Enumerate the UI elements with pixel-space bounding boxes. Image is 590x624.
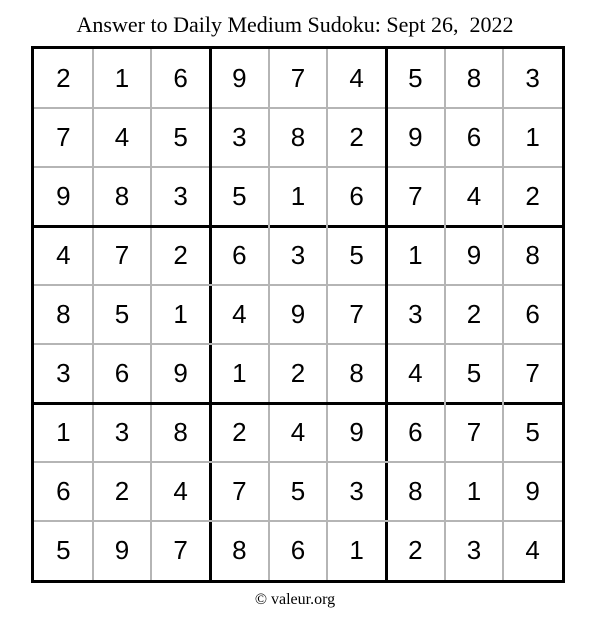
sudoku-cell: 6 (232, 240, 247, 270)
sudoku-cell: 2 (114, 476, 130, 506)
sudoku-cell: 5 (349, 240, 364, 270)
sudoku-cell: 7 (290, 63, 306, 93)
sudoku-cell: 9 (56, 181, 71, 211)
cell-divider-horizontal (34, 107, 562, 109)
sudoku-cell: 7 (232, 476, 247, 506)
sudoku-cell: 4 (525, 535, 540, 565)
cell-divider-vertical (502, 49, 504, 580)
sudoku-cell: 9 (232, 63, 247, 93)
page-title: Answer to Daily Medium Sudoku: Sept 26, 2022 (76, 12, 514, 37)
sudoku-cell: 7 (173, 535, 188, 565)
cell-divider-vertical (268, 49, 270, 580)
sudoku-cell: 1 (408, 240, 423, 270)
sudoku-cell: 8 (466, 63, 482, 93)
sudoku-cell: 3 (232, 122, 247, 152)
cell-divider-vertical (150, 49, 152, 580)
sudoku-cell: 6 (290, 535, 306, 565)
sudoku-cell: 7 (525, 358, 540, 388)
sudoku-cell: 9 (349, 417, 364, 447)
cell-divider-vertical (326, 49, 328, 580)
sudoku-cell: 8 (173, 417, 188, 447)
cell-divider-horizontal (34, 343, 562, 345)
sudoku-cell: 4 (114, 122, 130, 152)
sudoku-cell: 7 (466, 417, 482, 447)
sudoku-grid (31, 46, 565, 583)
sudoku-cell: 3 (56, 358, 71, 388)
sudoku-cell: 4 (56, 240, 71, 270)
sudoku-cell: 6 (349, 181, 364, 211)
sudoku-cell: 2 (408, 535, 423, 565)
sudoku-cell: 6 (408, 417, 423, 447)
sudoku-cell: 2 (290, 358, 306, 388)
sudoku-cell: 3 (408, 299, 423, 329)
sudoku-cell: 8 (525, 240, 540, 270)
sudoku-cell: 8 (56, 299, 71, 329)
sudoku-cell: 4 (349, 63, 364, 93)
sudoku-cell: 3 (114, 417, 130, 447)
sudoku-cell: 4 (173, 476, 188, 506)
sudoku-cell: 3 (349, 476, 364, 506)
sudoku-cell: 1 (466, 476, 482, 506)
sudoku-cell: 3 (466, 535, 482, 565)
sudoku-cell: 9 (173, 358, 188, 388)
sudoku-cell: 4 (408, 358, 423, 388)
sudoku-cell: 7 (114, 240, 130, 270)
cell-divider-vertical (92, 49, 94, 580)
sudoku-cell: 1 (349, 535, 364, 565)
sudoku-cell: 9 (466, 240, 482, 270)
cell-divider-vertical (444, 49, 446, 580)
sudoku-cell: 5 (290, 476, 306, 506)
sudoku-cell: 3 (290, 240, 306, 270)
sudoku-cell: 4 (290, 417, 306, 447)
box-divider-vertical (385, 49, 388, 580)
sudoku-cell: 9 (290, 299, 306, 329)
box-divider-vertical (209, 49, 212, 580)
sudoku-cell: 5 (525, 417, 540, 447)
sudoku-cell: 1 (290, 181, 306, 211)
sudoku-cell: 1 (232, 358, 247, 388)
sudoku-cell: 2 (232, 417, 247, 447)
sudoku-cell: 6 (466, 122, 482, 152)
sudoku-cell: 7 (349, 299, 364, 329)
copyright-footer: © valeur.org (254, 591, 336, 608)
box-divider-horizontal (34, 225, 562, 228)
sudoku-cell: 1 (525, 122, 540, 152)
sudoku-cell: 5 (56, 535, 71, 565)
sudoku-cell: 4 (232, 299, 247, 329)
sudoku-cell: 9 (408, 122, 423, 152)
sudoku-cell: 3 (173, 181, 188, 211)
sudoku-cell: 2 (56, 63, 71, 93)
sudoku-cell: 2 (173, 240, 188, 270)
sudoku-cell: 5 (173, 122, 188, 152)
sudoku-cell: 6 (56, 476, 71, 506)
sudoku-cell: 2 (525, 181, 540, 211)
sudoku-cell: 9 (114, 535, 130, 565)
sudoku-cell: 5 (232, 181, 247, 211)
sudoku-cell: 7 (56, 122, 71, 152)
sudoku-cell: 2 (466, 299, 482, 329)
sudoku-cell: 5 (114, 299, 130, 329)
sudoku-cell: 7 (408, 181, 423, 211)
sudoku-cell: 6 (173, 63, 188, 93)
sudoku-cell: 1 (173, 299, 188, 329)
sudoku-cell: 2 (349, 122, 364, 152)
cell-divider-horizontal (34, 461, 562, 463)
sudoku-cell: 6 (525, 299, 540, 329)
sudoku-cell: 6 (114, 358, 130, 388)
box-divider-horizontal (34, 402, 562, 405)
sudoku-cell: 1 (56, 417, 71, 447)
sudoku-cell: 5 (408, 63, 423, 93)
sudoku-cell: 8 (408, 476, 423, 506)
sudoku-cell: 4 (466, 181, 482, 211)
sudoku-cell: 8 (290, 122, 306, 152)
cell-divider-horizontal (34, 284, 562, 286)
sudoku-cell: 3 (525, 63, 540, 93)
sudoku-cell: 1 (114, 63, 130, 93)
sudoku-cell: 8 (114, 181, 130, 211)
sudoku-cell: 8 (232, 535, 247, 565)
sudoku-cell: 8 (349, 358, 364, 388)
sudoku-cell: 5 (466, 358, 482, 388)
sudoku-cell: 9 (525, 476, 540, 506)
cell-divider-horizontal (34, 520, 562, 522)
cell-divider-horizontal (34, 166, 562, 168)
